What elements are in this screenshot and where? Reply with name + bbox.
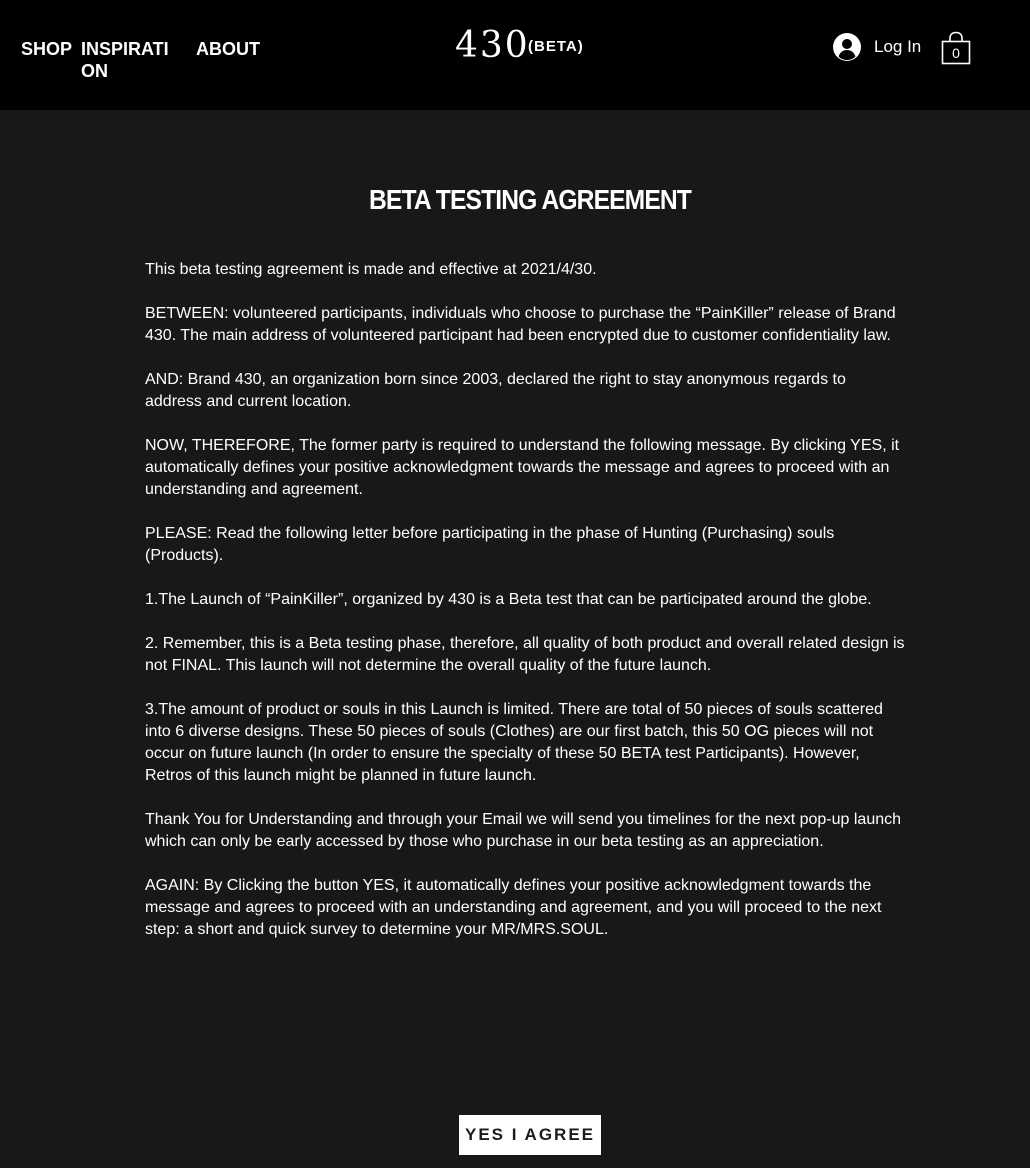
nav-about[interactable]: ABOUT: [196, 39, 260, 59]
login-label: Log In: [874, 37, 922, 56]
agreement-paragraph: AGAIN: By Clicking the button YES, it automatically defines your positive acknowledgment towards the message and agrees to proceed with an understanding and agreement, and you will proceed to the next step: a short and quick survey to determine your MR/MRS.SOUL.: [145, 877, 882, 938]
agreement-title: BETA TESTING AGREEMENT: [369, 184, 691, 215]
agreement-paragraph: NOW, THEREFORE, The former party is required to understand the following message. By clicking YES, it automatically defines your positive acknowledgment towards the message and agrees to proceed with an understanding and agreement.: [145, 437, 900, 498]
logo-beta-badge: (BETA): [528, 38, 584, 55]
agreement-paragraph: Thank You for Understanding and through your Email we will send you timelines for the next pop-up launch which can only be early accessed by those who purchase in our beta testing as an appreciation.: [145, 811, 902, 850]
login-button[interactable]: [833, 32, 921, 62]
site-logo[interactable]: 430: [455, 25, 530, 66]
agreement-paragraph: AND: Brand 430, an organization born since 2003, declared the right to stay anonymous regards to address and current location.: [145, 371, 846, 410]
agreement-paragraph: 2. Remember, this is a Beta testing phase, therefore, all quality of both product and overall related design is not FINAL. This launch will not determine the overall quality of the future launch.: [145, 635, 905, 674]
agreement-paragraph: PLEASE: Read the following letter before participating in the phase of Hunting (Purchasing) souls (Products).: [145, 525, 835, 564]
agreement-paragraph: This beta testing agreement is made and effective at 2021/4/30.: [145, 261, 597, 278]
agreement-paragraph: 1.The Launch of “PainKiller”, organized by 430 is a Beta test that can be participated around the globe.: [145, 591, 872, 608]
site-header: [0, 0, 1030, 110]
cart-button[interactable]: [941, 31, 971, 65]
cart-count: 0: [952, 45, 960, 61]
agreement-paragraph: BETWEEN: volunteered participants, individuals who choose to purchase the “PainKiller” release of Brand 430. The main address of volunteered participant had been encrypted due to customer confidentiality law.: [145, 305, 896, 344]
nav-shop[interactable]: SHOP: [21, 39, 73, 59]
user-avatar-icon: [833, 33, 861, 61]
yes-i-agree-button[interactable]: YES I AGREE: [459, 1115, 601, 1155]
agreement-body: [145, 259, 905, 963]
nav-inspiration[interactable]: INSPIRATION: [81, 39, 169, 81]
agreement-paragraph: 3.The amount of product or souls in this Launch is limited. There are total of 50 pieces of souls scattered into 6 diverse designs. These 50 pieces of souls (Clothes) are our first batch, this 50 OG pieces will not occur on future launch (In order to ensure the specialty of these 50 BETA test Participants). However, Retros of this launch might be planned in future launch.: [145, 701, 883, 784]
